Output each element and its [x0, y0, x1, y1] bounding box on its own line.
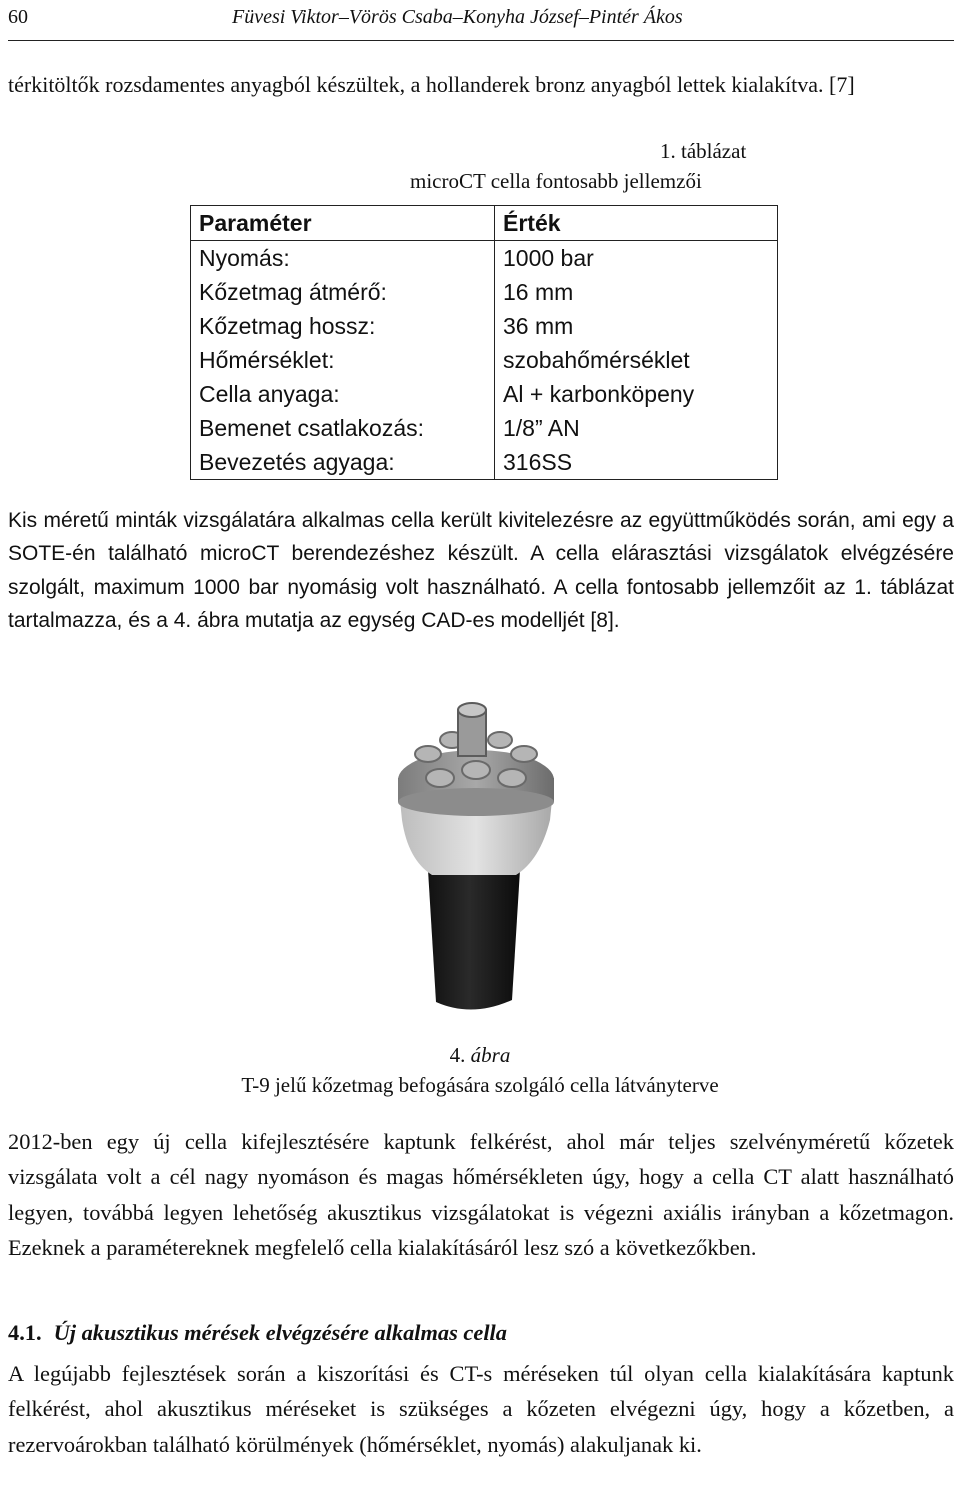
intro-paragraph: térkitöltők rozsdamentes anyagból készültek, a hollanderek bronz anyagból lettek kialakítva. [7] — [8, 72, 855, 97]
table-row — [191, 241, 778, 276]
figure-caption: T-9 jelű kőzetmag befogására szolgáló cella látványterve — [241, 1073, 719, 1097]
table-row — [191, 445, 778, 480]
section-number: 4.1. — [8, 1320, 42, 1345]
table-cell-value: Al + karbonköpeny — [503, 381, 695, 407]
table-row — [191, 411, 778, 445]
table-cell-parameter: Kőzetmag átmérő: — [191, 275, 495, 309]
cell-top-lower-edge — [398, 788, 554, 816]
paragraph-microct-cell: Kis méretű minták vizsgálatára alkalmas cella került kivitelezésre az együttműködés során, ami egy a SOTE-én található microCT berendezéshez készült. A cella elárasztási vizsgálatok elvégzésére szolgált, maximum 1000 bar nyomásig volt használható. A cella fontosabb jellemzőit az 1. táblázat tartalmazza, és a 4. ábra mutatja az egység CAD-es modelljét [8]. — [8, 509, 954, 633]
table-cell-parameter: Kőzetmag hossz: — [191, 309, 495, 343]
table-row — [191, 343, 778, 377]
table-row — [191, 309, 778, 343]
table-cell-parameter: Bevezetés agyaga: — [191, 445, 495, 480]
table-cell-value: 1000 bar — [503, 245, 594, 271]
section-title: Új akusztikus mérések elvégzésére alkalmas cella — [53, 1320, 507, 1345]
table-cell-parameter: Nyomás: — [191, 241, 495, 276]
table-cell-value: szobahőmérséklet — [503, 347, 690, 373]
figure-label: ábra — [470, 1043, 511, 1067]
figure-number: 4. — [449, 1043, 466, 1067]
table-cell-parameter: Cella anyaga: — [191, 377, 495, 411]
table-header-parameter: Paraméter — [191, 206, 495, 241]
table-cell-parameter: Bemenet csatlakozás: — [191, 411, 495, 445]
table-number: 1. táblázat — [660, 139, 747, 163]
table-cell-value: 36 mm — [503, 313, 574, 339]
table-header-value: Érték — [495, 206, 778, 241]
table-row — [191, 275, 778, 309]
cad-model-figure — [380, 700, 570, 1020]
cell-central-stem-top — [458, 703, 486, 717]
table-caption — [0, 0, 960, 200]
parameter-table — [190, 205, 778, 480]
cell-body-shape — [428, 870, 520, 1010]
paragraph-new-cell: 2012-ben egy új cella kifejlesztésére kaptunk felkérést, ahol már teljes szelvényméretű kőzetek vizsgálata volt a cél nagy nyomáson és magas hőmérsékleten úgy, hogy a cella CT alatt használható legyen, továbbá legyen lehetőség akusztikus vizsgálatokat is végezni axiális irányban a kőzetmagon. Ezeknek a paramétereknek megfelelő cella kialakításáról lesz szó a következőkben. — [8, 1129, 954, 1261]
table-cell-value: 16 mm — [503, 279, 574, 305]
table-row — [191, 377, 778, 411]
table-cell-value: 316SS — [503, 449, 573, 475]
table-cell-value: 1/8” AN — [503, 415, 580, 441]
running-head-authors: Füvesi Viktor–Vörös Csaba–Konyha József–Pintér Ákos — [232, 6, 683, 28]
paragraph-acoustic-cell: A legújabb fejlesztések során a kiszorítási és CT-s méréseken túl olyan cella kialakítására kaptunk felkérést, ahol akusztikus méréseket is szükséges a kőzeten elvégezni úgy, hogy a kőzetben, a rezervoárokban található körülmények (hőmérséklet, nyomás) alakuljanak ki. — [8, 1361, 954, 1457]
table-cell-parameter: Hőmérséklet: — [191, 343, 495, 377]
page-number: 60 — [8, 6, 28, 28]
cell-cad-model-illustration — [380, 700, 570, 1020]
table-header-row — [191, 206, 778, 241]
table-title: microCT cella fontosabb jellemzői — [410, 169, 702, 193]
section-heading — [8, 1320, 507, 1346]
figure-number-line — [0, 1040, 960, 1070]
